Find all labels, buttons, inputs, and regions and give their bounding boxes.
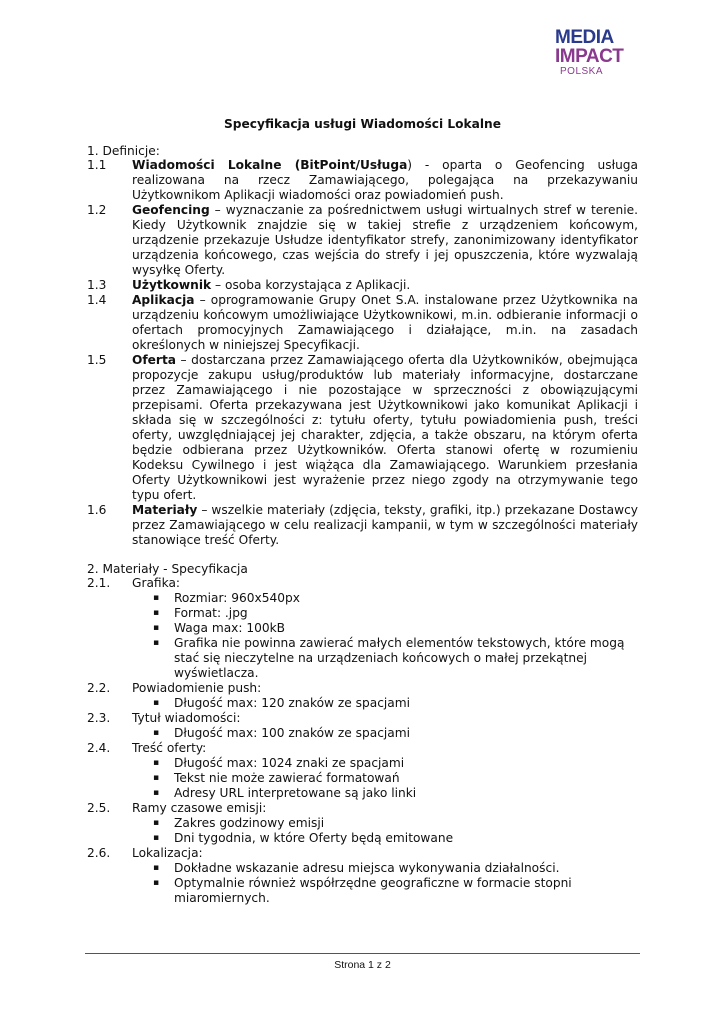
definition-text [132,353,638,503]
list-item: ▪ Tekst nie może zawierać formatowań [153,771,400,785]
subsection-label: Grafika: [132,576,181,590]
logo-line-media: MEDIA [555,27,614,48]
definition-term: Geofencing [132,203,210,217]
subsection-label: Treść oferty: [132,741,207,755]
subsection-label: Lokalizacja: [132,846,203,860]
item-number: 2.3. [87,711,111,725]
definition-item [0,203,725,278]
bullet-icon: ▪ [153,758,160,768]
definition-item [0,503,725,548]
list-item: ▪ Zakres godzinowy emisji [153,816,325,830]
item-number: 2.1. [87,576,111,590]
item-number: 1.4 [87,293,107,307]
definition-item [0,353,725,503]
definition-text [132,503,638,548]
bullet-icon: ▪ [153,773,160,783]
bullet-icon: ▪ [153,608,160,618]
definition-desc: – osoba korzystająca z Aplikacji. [211,278,411,292]
definition-term: Wiadomości Lokalne (BitPoint/Usługa [132,158,408,172]
logo-line-polska: POLSKA [560,66,604,77]
subsection-label: Powiadomienie push: [132,681,262,695]
logo-line-impact: IMPACT [555,46,624,67]
subsection-label: Tytuł wiadomości: [132,711,241,725]
definition-desc: – dostarczana przez Zamawiającego oferta dla Użytkowników, obejmująca propozycje zakupu usług/produktów lub materiały informacyjne, dostarczane przez Zamawiającego i nie pozostające w sprzeczności z obowiązującymi przepisami. Oferta przekazywana jest Użytkownikowi jako komunikat Aplikacji i składa się w szczególności z: tytułu oferty, tytułu powiadomienia push, treści oferty, uwzględniającej jej charakter, zdjęcia, a także obszaru, na którym oferta będzie odbierana przez Użytkowników. Oferta stanowi ofertę w rozumieniu Kodeksu Cywilnego i jest wiążąca dla Zamawiającego. Warunkiem przesłania Oferty Użytkownikowi jest wyrażenie przez niego zgody na otrzymywanie tego typu ofert. [132,353,638,502]
definition-desc: – wyznaczanie za pośrednictwem usługi wirtualnych stref w terenie. Kiedy Użytkownik znajdzie się w takiej strefie z urządzeniem końcowym, urządzenie przekazuje Usłudze identyfikator strefy, zanonimizowany identyfikator urządzenia końcowego, czas wejścia do strefy i jej opuszczenia, które wyzwalają wysyłkę Oferty. [132,203,638,277]
page-number: Strona 1 z 2 [334,959,391,971]
item-number: 2.4. [87,741,111,755]
bullet-icon: ▪ [153,788,160,798]
bullet-icon: ▪ [153,878,160,888]
definition-desc: – oprogramowanie Grupy Onet S.A. instalowane przez Użytkownika na urządzeniu końcowym umożliwiające Użytkownikowi, m.in. odbieranie informacji o ofertach promocyjnych Zamawiającego i działające, m.in. na zasadach określonych w niniejszej Specyfikacji. [132,293,638,352]
document-title: Specyfikacja usługi Wiadomości Lokalne [224,117,501,131]
list-item: ▪ Adresy URL interpretowane są jako linki [153,786,417,800]
item-number: 1.1 [87,158,107,172]
item-number: 2.5. [87,801,111,815]
definition-term: Aplikacja [132,293,195,307]
subsection-label: Ramy czasowe emisji: [132,801,267,815]
definition-item [0,293,725,353]
bullet-icon: ▪ [153,863,160,873]
bullet-icon: ▪ [153,818,160,828]
definition-term: Oferta [132,353,176,367]
definition-desc: – wszelkie materiały (zdjęcia, teksty, grafiki, itp.) przekazane Dostawcy przez Zamawiającego w celu realizacji kampanii, w tym w szczególności materiały stanowiące treść Oferty. [132,503,638,547]
bullet-icon: ▪ [153,698,160,708]
definition-text [132,158,638,203]
list-item: ▪ Rozmiar: 960x540px [153,591,300,605]
section-2-heading: 2. Materiały - Specyfikacja [87,562,248,576]
definition-item [0,158,725,203]
definition-text [132,278,638,293]
list-item: ▪ Grafika nie powinna zawierać małych elementów tekstowych, które mogą stać się nieczytelne na urządzeniach końcowych o małej przekątnej wyświetlacza. [153,636,625,680]
definition-text [132,293,638,353]
item-number: 1.6 [87,503,107,517]
item-number: 2.2. [87,681,111,695]
item-number: 2.6. [87,846,111,860]
list-item: ▪ Dni tygodnia, w które Oferty będą emitowane [153,831,454,845]
list-item: ▪ Dokładne wskazanie adresu miejsca wykonywania działalności. [153,861,560,875]
definition-term: Użytkownik [132,278,212,292]
footer-divider [85,953,640,954]
definition-desc: ) - oparta o Geofencing usługa realizowana na rzecz Zamawiającego, polegająca na przekazywaniu Użytkownikom Aplikacji wiadomości oraz powiadomień push. [132,158,638,202]
list-item: ▪ Optymalnie również współrzędne geograficzne w formacie stopni miaromiernych. [153,876,572,905]
list-item: ▪ Długość max: 100 znaków ze spacjami [153,726,411,740]
bullet-icon: ▪ [153,728,160,738]
spec-subsection [0,711,725,726]
item-number: 1.5 [87,353,107,367]
bullet-icon: ▪ [153,638,160,648]
item-number: 1.2 [87,203,107,217]
spec-subsection [0,681,725,696]
document-body [0,144,725,906]
spec-subsection [0,576,725,591]
media-impact-logo [555,28,645,77]
definition-item [0,278,725,293]
bullet-icon: ▪ [153,593,160,603]
list-item: ▪ Długość max: 1024 znaki ze spacjami [153,756,405,770]
bullet-icon: ▪ [153,833,160,843]
item-number: 1.3 [87,278,107,292]
bullet-icon: ▪ [153,623,160,633]
list-item: ▪ Waga max: 100kB [153,621,286,635]
list-item: ▪ Długość max: 120 znaków ze spacjami [153,696,411,710]
section-1-heading: 1. Definicje: [87,144,160,158]
definition-term: Materiały [132,503,198,517]
definition-text [132,203,638,278]
spec-subsection [0,741,725,756]
list-item: ▪ Format: .jpg [153,606,248,620]
spec-subsection [0,846,725,861]
spec-subsection [0,801,725,816]
